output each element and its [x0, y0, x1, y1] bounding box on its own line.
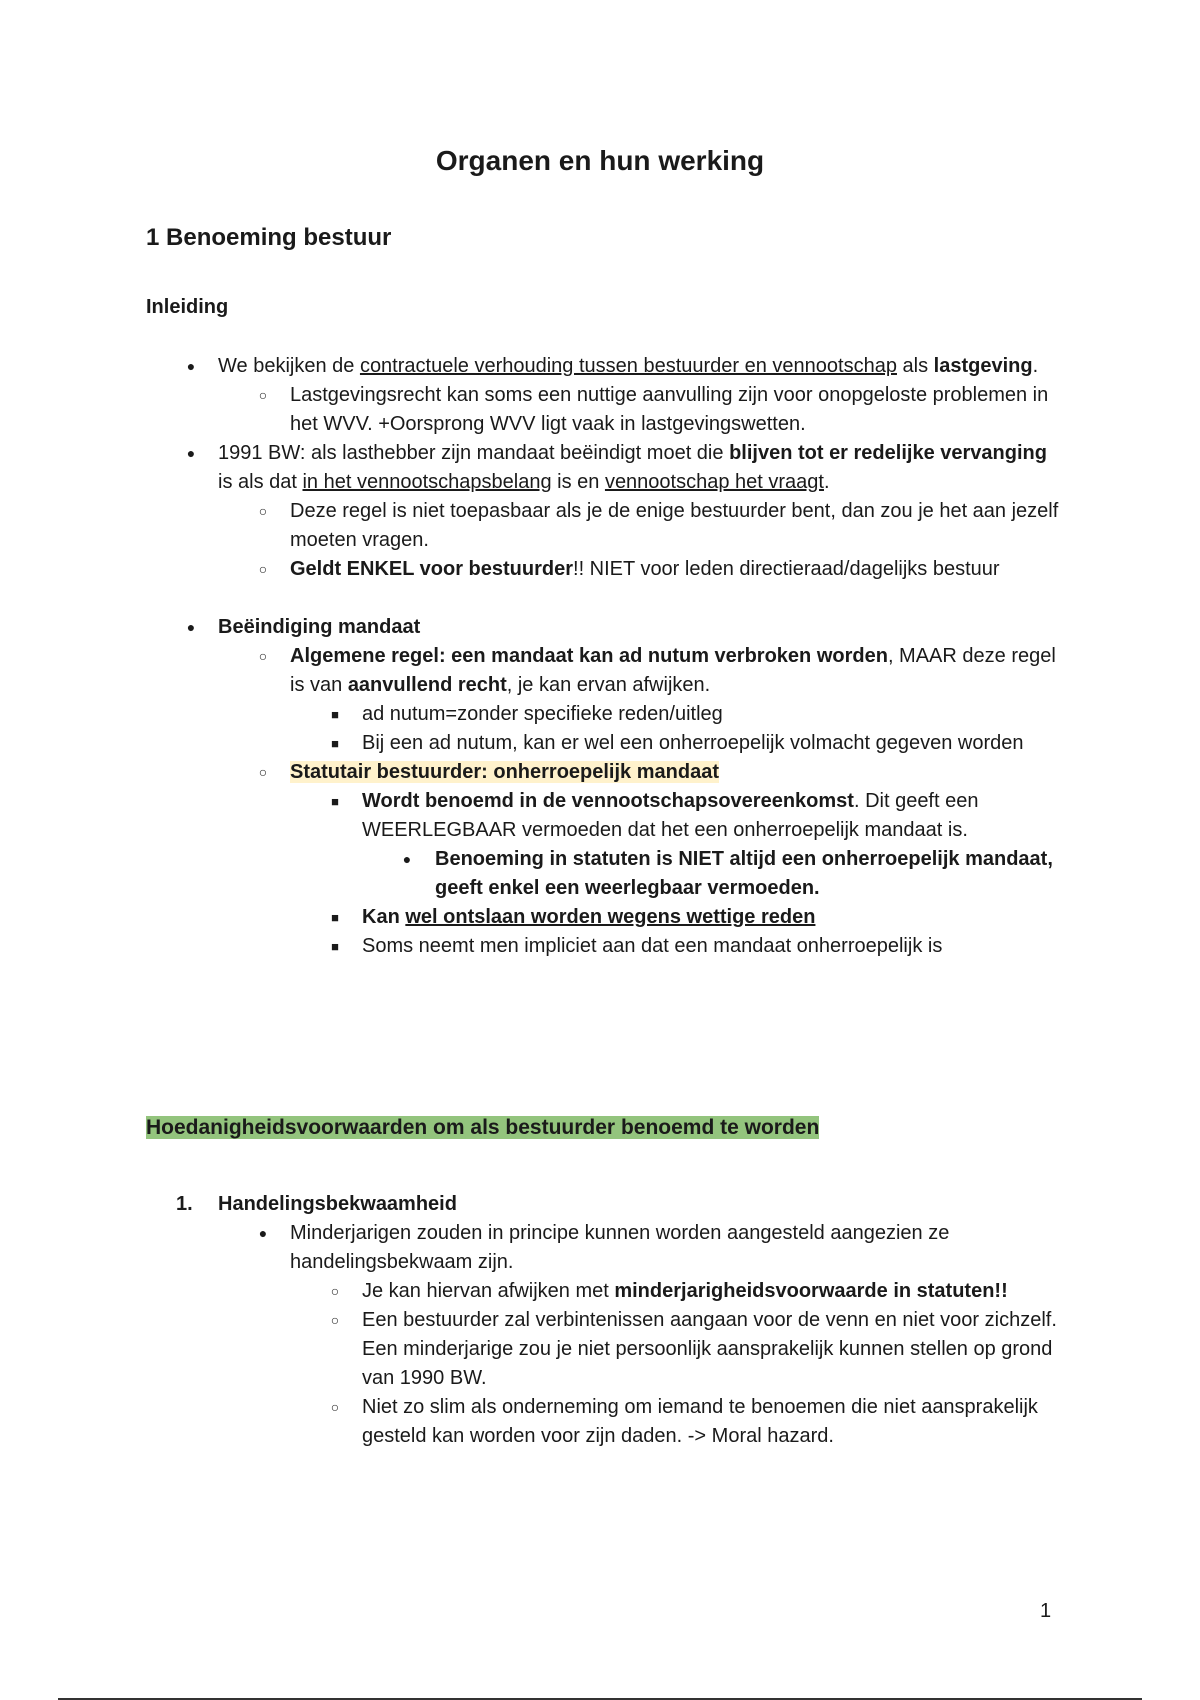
hollow-bullet-icon	[320, 1277, 350, 1307]
list-item: ○ Algemene regel: een mandaat kan ad nutum verbroken worden, MAAR deze regel is van aanvullend recht, je kan ervan afwijken.	[146, 642, 1066, 700]
bullet-icon	[176, 613, 206, 643]
hollow-bullet-icon	[248, 497, 278, 527]
document-title: Organen en hun werking	[435, 145, 765, 176]
hollow-bullet-icon	[248, 555, 278, 585]
hollow-bullet-icon	[248, 381, 278, 411]
hollow-bullet-icon	[320, 1306, 350, 1336]
list-item: 1. Handelingsbekwaamheid	[146, 1190, 1066, 1219]
section-heading-hoedanigheidsvoorwaarden: Hoedanigheidsvoorwaarden om als bestuurder benoemd te worden	[146, 1116, 820, 1139]
hollow-bullet-icon	[320, 1393, 350, 1423]
list-item: ○ Een bestuurder zal verbintenissen aangaan voor de venn en niet voor zichzelf. Een minderjarige zou je niet persoonlijk aansprakelijk kunnen stellen op grond van 1990 BW.	[146, 1306, 1066, 1393]
list-item: ■ Bij een ad nutum, kan er wel een onherroepelijk volmacht gegeven worden	[146, 729, 1066, 758]
bullet-icon	[176, 352, 206, 382]
list-item: ○ Deze regel is niet toepasbaar als je de enige bestuurder bent, dan zou je het aan jezelf moeten vragen.	[146, 497, 1066, 555]
subheading-inleiding: Inleiding	[146, 296, 229, 318]
list-item: ● Benoeming in statuten is NIET altijd een onherroepelijk mandaat, geeft enkel een weerlegbaar vermoeden.	[146, 845, 1066, 903]
list-item: ○ Je kan hiervan afwijken met minderjarigheidsvoorwaarde in statuten!!	[146, 1277, 1066, 1306]
list-item: ■ Wordt benoemd in de vennootschapsovereenkomst. Dit geeft een WEERLEGBAAR vermoeden dat het een onherroepelijk mandaat is.	[146, 787, 1066, 845]
square-bullet-icon	[320, 932, 350, 962]
section-heading-benoeming: 1 Benoeming bestuur	[146, 224, 392, 251]
square-bullet-icon	[320, 903, 350, 933]
bullet-list-inleiding	[146, 352, 1066, 961]
list-item: ○ Niet zo slim als onderneming om iemand te benoemen die niet aansprakelijk gesteld kan worden voor zijn daden. -> Moral hazard.	[146, 1393, 1066, 1451]
hollow-bullet-icon	[248, 642, 278, 672]
list-item: ● 1991 BW: als lasthebber zijn mandaat beëindigt moet die blijven tot er redelijke vervanging is als dat in het vennootschapsbelang is en vennootschap het vraagt.	[146, 439, 1066, 497]
list-item: ■ ad nutum=zonder specifieke reden/uitleg	[146, 700, 1066, 729]
bullet-icon	[176, 439, 206, 469]
page-number: 1	[1040, 1600, 1052, 1622]
list-item: ● Minderjarigen zouden in principe kunnen worden aangesteld aangezien ze handelingsbekwaam zijn.	[146, 1219, 1066, 1277]
list-item	[146, 758, 1066, 787]
numbered-list-voorwaarden	[146, 1190, 1066, 1451]
list-number: 1.	[176, 1193, 193, 1215]
bullet-icon	[248, 1219, 278, 1249]
hollow-bullet-icon	[248, 758, 278, 788]
highlighted-text: Statutair bestuurder: onherroepelijk mandaat	[290, 761, 719, 783]
square-bullet-icon	[320, 729, 350, 759]
list-item: ● Beëindiging mandaat	[146, 613, 1066, 642]
list-item: ● We bekijken de contractuele verhouding tussen bestuurder en vennootschap als lastgeving.	[146, 352, 1066, 381]
list-item: ■ Soms neemt men impliciet aan dat een mandaat onherroepelijk is	[146, 932, 1066, 961]
list-item: ○ Lastgevingsrecht kan soms een nuttige aanvulling zijn voor onopgeloste problemen in het WVV. +Oorsprong WVV ligt vaak in lastgevingswetten.	[146, 381, 1066, 439]
square-bullet-icon	[320, 787, 350, 817]
bullet-icon	[392, 845, 422, 875]
square-bullet-icon	[320, 700, 350, 730]
list-item: ■ Kan wel ontslaan worden wegens wettige reden	[146, 903, 1066, 932]
list-item: ○ Geldt ENKEL voor bestuurder!! NIET voor leden directieraad/dagelijks bestuur	[146, 555, 1066, 584]
